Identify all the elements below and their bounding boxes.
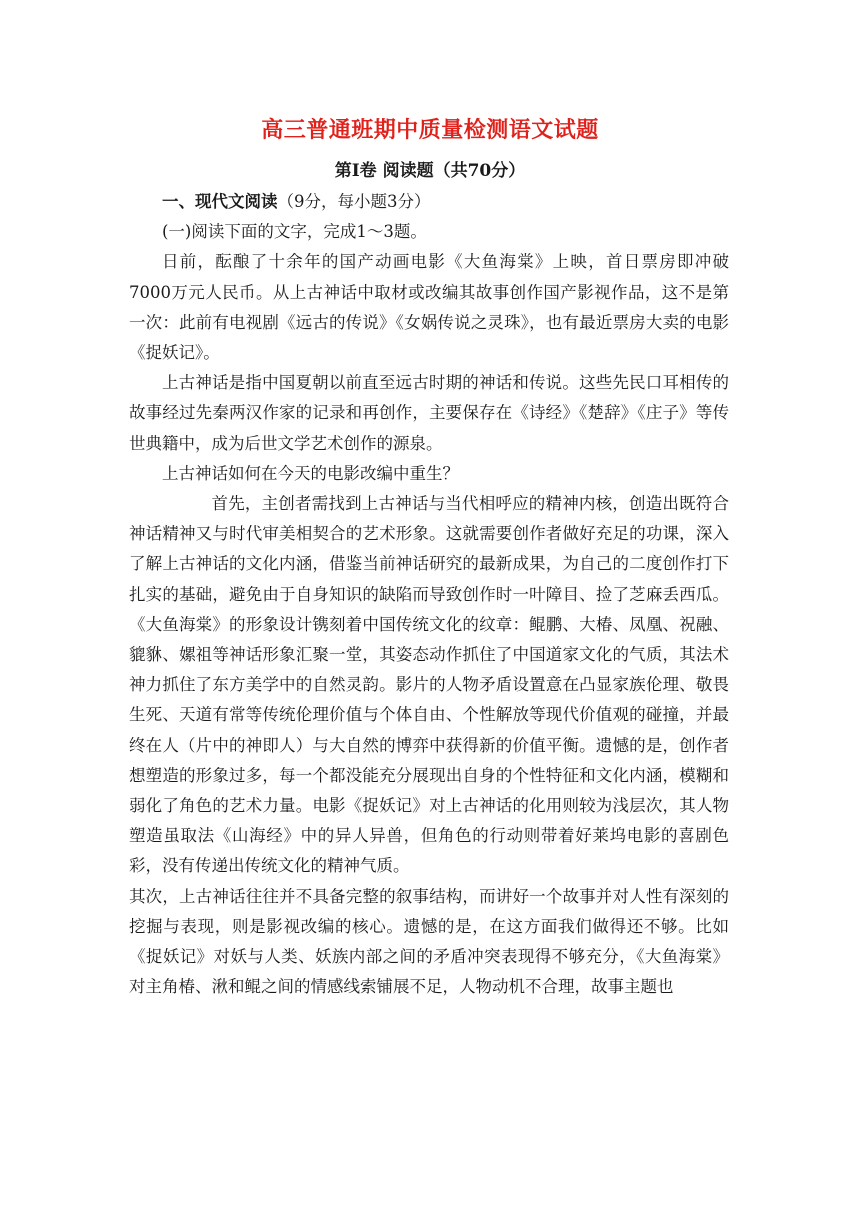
section-heading — [129, 187, 729, 217]
paragraph-3: 上古神话如何在今天的电影改编中重生？ — [162, 463, 459, 483]
document-body — [129, 187, 729, 1002]
paragraph-1: 日前，酝酿了十余年的国产动画电影《大鱼海棠》上映，首日票房即冲破7000万元人民币。从上古神话中取材或改编其故事创作国产影视作品，这不是第一次：此前有电视剧《远古的传说》《女娲传说之灵珠》，也有最近票房大卖的电影《捉妖记》。 — [129, 252, 729, 363]
paragraph-2: 上古神话是指中国夏朝以前直至远古时期的神话和传说。这些先民口耳相传的故事经过先秦两汉作家的记录和再创作，主要保存在《诗经》《楚辞》《庄子》等传世典籍中，成为后世文学艺术创作的源泉。 — [129, 373, 729, 453]
section-heading-bold: 一、现代文阅读 — [162, 192, 278, 211]
paragraph-5: 其次，上古神话往往并不具备完整的叙事结构，而讲好一个故事并对人性有深刻的挖掘与表现，则是影视改编的核心。遗憾的是，在这方面我们做得还不够。比如《捉妖记》对妖与人类、妖族内部之间的矛盾冲突表现得不够充分，《大鱼海棠》对主角椿、湫和鲲之间的情感线索铺展不足，人物动机不合理，故事主题也 — [129, 886, 729, 997]
section-heading-note: （9分，每小题3分） — [277, 192, 431, 211]
document-subtitle: 第Ⅰ卷 阅读题（共70分） — [334, 161, 526, 181]
reading-instruction: (一)阅读下面的文字，完成1～3题。 — [162, 222, 427, 242]
paragraph-4: 首先，主创者需找到上古神话与当代相呼应的精神内核，创造出既符合神话精神又与时代审美相契合的艺术形象。这就需要创作者做好充足的功课，深入了解上古神话的文化内涵，借鉴当前神话研究的最新成果，为自己的二度创作打下扎实的基础，避免由于自身知识的缺陷而导致创作时一叶障目、捡了芝麻丢西瓜。《大鱼海棠》的形象设计镌刻着中国传统文化的纹章：鲲鹏、大椿、凤凰、祝融、貔貅、嫘祖等神话形象汇聚一堂，其姿态动作抓住了中国道家文化的气质，其法术神力抓住了东方美学中的自然灵韵。影片的人物矛盾设置意在凸显家族伦理、敬畏生死、天道有常等传统伦理价值与个体自由、个性解放等现代价值观的碰撞，并最终在人（片中的神即人）与大自然的博弈中获得新的价值平衡。遗憾的是，创作者想塑造的形象过多，每一个都没能充分展现出自身的个性特征和文化内涵，模糊和弱化了角色的艺术力量。电影《捉妖记》对上古神话的化用则较为浅层次，其人物塑造虽取法《山海经》中的异人异兽，但角色的行动则带着好莱坞电影的喜剧色彩，没有传递出传统文化的精神气质。 — [129, 494, 729, 876]
document-title: 高三普通班期中质量检测语文试题 — [261, 117, 599, 143]
